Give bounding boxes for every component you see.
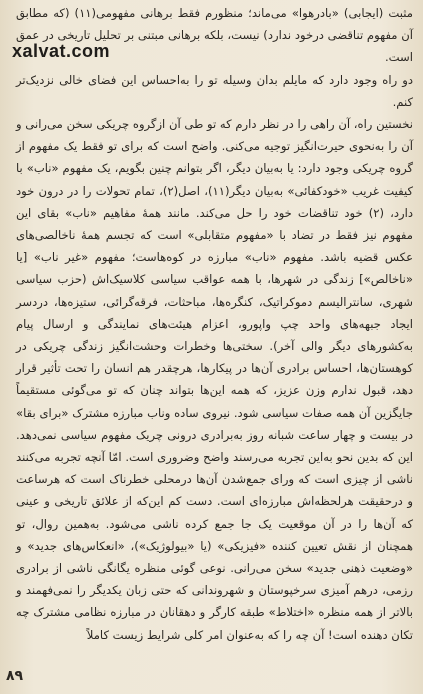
page-number: ۸۹ — [6, 668, 24, 684]
paragraph-2: دو راه وجود دارد که مایلم بدان وسیله تو را به‌احساس این فضای خالی نزدیک‌تر کنم. — [16, 72, 413, 109]
paragraph-3: نخستین راه، آن راهی را در نظر دارم که تو طی آن ازگروه چریکی سخن می‌رانی و آن را به‌نحوی حیرت‌انگیز توجیه می‌کنی. واضح است که برای تو فقط یک مفهوم از گروه چریکی وجود دارد: یا به‌بیان دیگر، اگر بتوانم چنین بگویم، یک مفهوم «ناب» با کیفیت غریب «خودکفائی» به‌بیان دیگر(۱۱)، اصل(۲)، تمام تحولات را در درون خود دارد، (۲) خود تناقضات خود را حل می‌کند. مانند همهٔ مفاهیم «ناب» بقای این مفهوم نیز فقط در تضاد با «مفهوم متقابلی» است که تجسم همهٔ ناخالصی‌های عکس قضیه باشد. مفهوم «ناب» مبارزه در کوه‌هاست؛ مفهوم «غیر ناب» [یا «ناخالص»] زندگی در شهرها، با همه عواقب سیاسی کلاسیک‌اش (حزب سیاسی شهری، سانترالیسم دموکراتیک، کنگره‌ها، مباحثات، فرقه‌گرائی، ستیزه‌ها، دردسر ایجاد جبهه‌های واحد چپ واپورو، اعزام هیئت‌های نمایندگی و ارسال پیام به‌کشورهای دیگر والی آخر). سختی‌ها وخطرات وحشت‌انگیز زندگی چریکی در کوهستان‌ها، احساس برادری آن‌ها در پیکارها، هرچقدر هم انسان را تحت تأثیر قرار دهد، قبول ندارم وزن عزیز، که همه این‌ها بتواند چنان که تو می‌گوئی مستقیماً جایگزین آن همه صفات سیاسی شود. نیروی ساده وناب مبارزه مشترک «برای بقا» در بیست و چهار ساعت شبانه روز به‌برادری درونی چریک مفهوم سیاسی نمی‌دهد. این که بدین نحو به‌این تجربه می‌رسند واضح وضروری است. امّا آنچه تجربه می‌کنند ناشی از چیزی است که ورای جمع‌شدن آن‌ها درمحلی خطرناک است که هرساعت و درحقیقت هرلحظه‌اش مبارزه‌ای است. دست کم این‌که از علائق تاریخی و عینی که آن‌ها را در آن موقعیت یک جا جمع کرده ناشی می‌شود. به‌همین روال، تو همچنان از نقش تعیین کننده «فیزیکی» (یا «بیولوژیک»)، «انعکاس‌های جدید» و «وضعیت ذهنی جدید» سخن می‌رانی. نوعی گوئی منظره یگانگی ناشی از برادری رزمی، درهم آمیزی سرخپوستان و شهروندانی که حتی زبان یکدیگر را نمی‌فهمند و بالاتر از همه منظره «اختلاط» طبقه کارگر و دهقانان در مبارزه نظامی مشترک چه تکان دهنده است! آن چه را که به‌عنوان امر کلی شرایط زیست کاملاً — [16, 117, 413, 642]
paragraph-1: مثبت (ایجابی) «بادرهوا» می‌ماند؛ منظورم فقط برهانی مفهومی(۱۱) (که مطابق آن مفهوم تناقضی درخود ندارد) نیست، بلکه برهانی مبتنی بر تحلیل تاریخی در عمق است. — [16, 6, 413, 65]
watermark: xalvat.com — [12, 41, 111, 61]
page-text — [16, 2, 413, 646]
